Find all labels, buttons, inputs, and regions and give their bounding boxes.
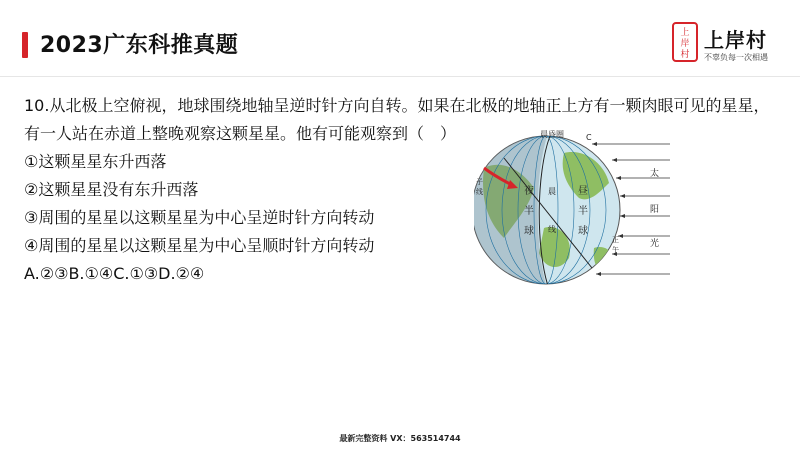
label-night-3: 球 bbox=[524, 226, 534, 237]
label-day-2: 半 bbox=[578, 206, 588, 217]
header-divider bbox=[0, 76, 800, 77]
label-mid-2: 线 bbox=[548, 225, 556, 234]
label-left-1: 子 bbox=[476, 178, 483, 186]
label-right-1: 正 bbox=[612, 236, 619, 244]
label-day-3: 球 bbox=[578, 226, 588, 237]
option-4: ④周围的星星以这颗星星为中心呈顺时针方向转动 bbox=[24, 236, 375, 255]
label-c: C bbox=[586, 133, 592, 142]
header bbox=[0, 0, 800, 80]
logo-seal-graphic bbox=[674, 24, 696, 60]
logo-seal-icon bbox=[672, 22, 698, 62]
label-terminator: 晨昏圈 bbox=[540, 130, 564, 139]
header-accent-bar bbox=[22, 32, 28, 58]
logo-name: 上岸村 bbox=[704, 28, 767, 52]
logo-seal-char: 上 bbox=[680, 28, 690, 38]
answer-choices: A.②③B.①④C.①③D.②④ bbox=[24, 264, 205, 283]
option-2: ②这颗星星没有东升西落 bbox=[24, 180, 199, 199]
label-night-2: 半 bbox=[524, 206, 534, 217]
option-3: ③周围的星星以这颗星星为中心呈逆时针方向转动 bbox=[24, 208, 375, 227]
footer-contact: 最新完整资料 VX：563514744 bbox=[339, 434, 461, 443]
question-stem-line-1: 10.从北极上空俯视，地球围绕地轴呈逆时针方向自转。如果在北极的地轴正上方有一颗肉眼可见的星星， bbox=[24, 96, 770, 115]
option-1: ①这颗星星东升西落 bbox=[24, 152, 167, 171]
label-sun-2: 阳 bbox=[650, 205, 660, 215]
page-title: 2023广东科推真题 bbox=[40, 33, 239, 58]
logo-seal-char: 村 bbox=[680, 50, 690, 60]
label-right-2: 午 bbox=[612, 246, 619, 254]
label-sun-3: 光 bbox=[650, 239, 660, 249]
brand-logo bbox=[672, 22, 782, 66]
label-day-1: 昼 bbox=[578, 186, 588, 197]
logo-slogan: 不辜负每一次相遇 bbox=[704, 53, 768, 62]
label-night-1: 夜 bbox=[524, 186, 534, 197]
label-left-2: 线 bbox=[476, 188, 483, 196]
logo-seal-char: 岸 bbox=[680, 39, 690, 49]
question-stem-line-2: 有一人站在赤道上整晚观察这颗星星。他有可能观察到（ ） bbox=[24, 124, 457, 143]
earth-day-night-diagram bbox=[474, 128, 674, 290]
label-sun-1: 太 bbox=[650, 169, 660, 179]
label-mid-1: 晨 bbox=[548, 187, 556, 196]
earth-diagram-svg bbox=[474, 128, 674, 290]
